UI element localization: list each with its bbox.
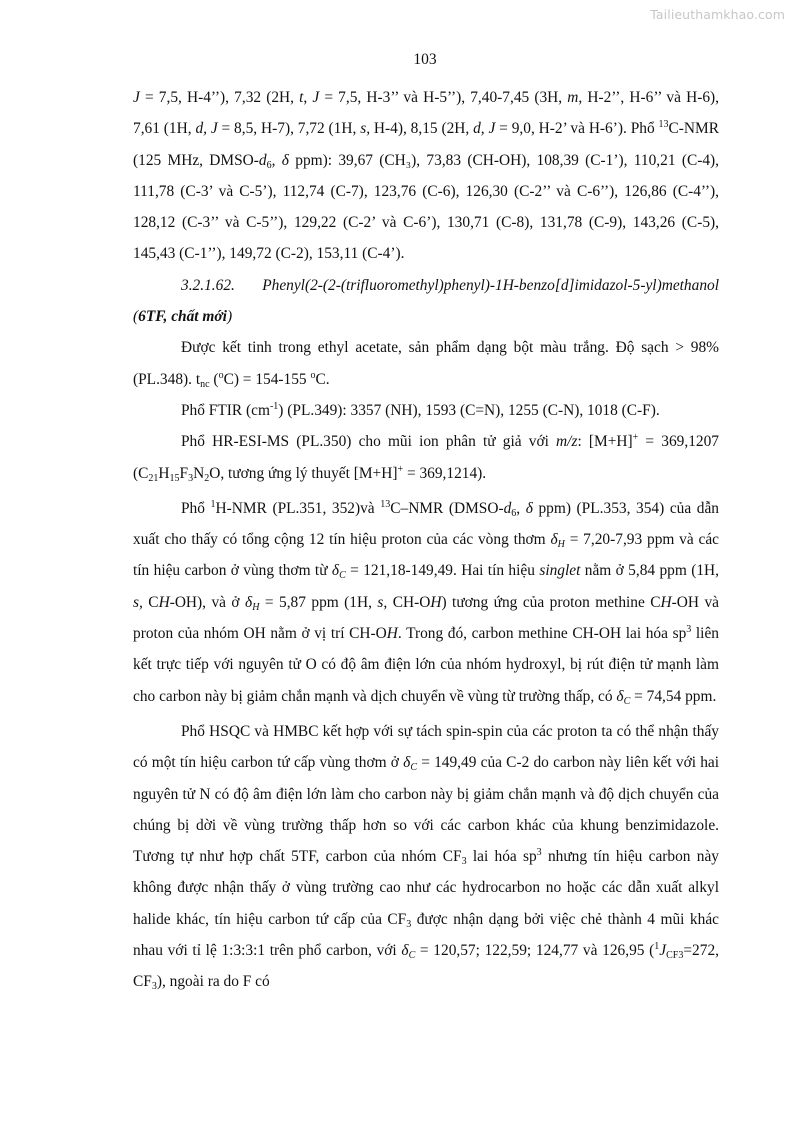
text-run: + xyxy=(397,463,404,475)
text-run: ( xyxy=(209,370,219,388)
text-run: = 5,87 ppm (1H, xyxy=(259,593,378,611)
text-run: 13 xyxy=(658,119,669,131)
text-run: O, tương ứng lý thuyết [M+H] xyxy=(209,464,398,482)
text-run: Phổ xyxy=(181,499,211,517)
text-run: ) (PL.349): 3357 (NH), 1593 (C=N), 1255 (C-N), 1018 (C-F). xyxy=(278,401,660,419)
text-run: J xyxy=(312,89,320,106)
text-run: H xyxy=(158,593,170,611)
text-run: singlet xyxy=(539,562,581,580)
text-run: -OH và proton của nhóm OH nằm ở vị trí CH-O xyxy=(133,593,719,643)
text-run: = 7,5, H-4’’), 7,32 (2H, xyxy=(139,89,300,106)
text-run: = 7,20-7,93 ppm và các tín hiệu carbon ở vùng thơm từ xyxy=(133,531,720,580)
paragraph-p4 xyxy=(133,395,719,426)
text-run: , xyxy=(516,499,526,517)
text-run: ) tương ứng của proton methine C xyxy=(441,593,661,611)
paragraph-p5 xyxy=(133,426,719,489)
text-run: C) = 154-155 xyxy=(223,370,311,388)
text-run: , H-2’’, H-6’’ và H-6), 7,61 (1H, xyxy=(133,89,719,138)
text-run: . Trong đó, carbon methine CH-OH lai hóa sp xyxy=(397,625,687,643)
text-run: H xyxy=(386,625,398,643)
text-run: =272, CF xyxy=(133,942,719,991)
text-run: 3 xyxy=(151,981,157,993)
text-run: d, J xyxy=(195,120,218,138)
text-run: 3 xyxy=(686,624,692,636)
text-run: 6TF, chất mới xyxy=(138,308,227,326)
text-run: C–NMR (DMSO- xyxy=(390,499,504,517)
text-run: s, xyxy=(360,120,371,138)
text-run: H-NMR (PL.351, 352)và xyxy=(215,499,381,517)
text-run: 15 xyxy=(169,472,180,484)
text-run: 3 xyxy=(188,472,194,484)
text-run: δ xyxy=(331,562,340,580)
text-run: H xyxy=(252,601,260,613)
paragraph-p2 xyxy=(133,270,719,333)
text-run: F xyxy=(179,464,189,482)
text-run: Được kết tinh trong ethyl acetate, sản phẩm dạng bột màu trắng. Độ sạch > 98% (PL.348). t xyxy=(133,339,719,388)
text-run: 3 xyxy=(536,847,542,859)
text-run: : [M+H] xyxy=(577,433,633,451)
text-run: δ xyxy=(401,942,409,960)
paragraph-p7 xyxy=(133,716,719,998)
text-run: nc xyxy=(200,378,210,390)
text-run: nhưng tín hiệu carbon này không được nhận thấy ở vùng trường cao như các hydrocarbon no hoặc các dẫn xuất alkyl halide khác, tín hiệu carbon tứ cấp của CF xyxy=(133,848,719,928)
text-run: J xyxy=(659,942,667,960)
text-run: liên kết trực tiếp với nguyên tử O có độ âm điện lớn của nhóm hydroxyl, bị rút điện tử mạnh làm cho carbon này bị giảm chắn mạnh và dịch chuyển về vùng từ trường thấp, có xyxy=(133,625,719,705)
text-run: = 369,1207 (C xyxy=(133,433,720,482)
text-run: , xyxy=(303,89,313,106)
text-run: δ xyxy=(525,499,533,517)
text-run: = 8,5, H-7), 7,72 (1H, xyxy=(217,120,361,138)
paragraph-p3 xyxy=(133,332,719,395)
paragraph-p1 xyxy=(133,82,719,270)
text-run: s, xyxy=(133,593,143,611)
text-run: , xyxy=(271,151,282,169)
text-run: Phổ FTIR (cm xyxy=(181,401,270,419)
text-run: 3 xyxy=(406,918,412,930)
text-run: Phổ HR-ESI-MS (PL.350) cho mũi ion phân tử giả với xyxy=(181,433,557,451)
text-run: ) xyxy=(226,308,233,326)
text-run: = 7,5, H-3’’ và H-5’’), 7,40-7,45 (3H, xyxy=(319,89,568,106)
text-run: m xyxy=(567,89,579,106)
text-run: δ xyxy=(403,754,411,772)
text-run: d, J xyxy=(473,120,496,138)
text-run: δ xyxy=(616,687,624,705)
text-run: C xyxy=(408,950,416,962)
text-run: = 120,57; 122,59; 124,77 và 126,95 ( xyxy=(415,942,655,960)
text-run: = 149,49 của C-2 do carbon này liên kết với hai nguyên tử N có độ âm điện lớn làm cho carbon này bị giảm chắn mạnh và độ dịch chuyển của chúng bị dời về vùng trường thấp hơn so với các carbon khác của khung benzimidazole. Tương tự như hợp chất 5TF, carbon của nhóm CF xyxy=(133,754,719,866)
text-run: = 9,0, H-2’ và H-6’). Phổ xyxy=(495,120,659,138)
text-run: C xyxy=(623,695,631,707)
text-run: H xyxy=(158,464,170,482)
text-run: Phổ HSQC và HMBC kết hợp với sự tách spin-spin của các proton ta có thể nhận thấy có một tín hiệu carbon tứ cấp vùng thơm ở xyxy=(133,722,719,772)
text-run: H-4), 8,15 (2H, xyxy=(370,120,474,138)
text-run: ), ngoài ra do F có xyxy=(156,973,270,991)
text-run: N xyxy=(193,464,205,482)
watermark: Tailieuthamkhao.com xyxy=(650,7,785,22)
text-run: được nhận dạng bởi việc chẻ thành 4 mũi khác nhau với tỉ lệ 1:3:3:1 trên phổ carbon, với xyxy=(133,910,719,960)
paragraph-p6 xyxy=(133,493,719,712)
page-number: 103 xyxy=(413,51,437,68)
text-run: CF3 xyxy=(666,950,684,962)
text-run: δ xyxy=(550,531,558,549)
text-run: δ xyxy=(281,151,289,169)
text-run: δ xyxy=(245,593,253,611)
text-run: C xyxy=(339,570,346,582)
text-run: t xyxy=(299,89,304,106)
text-run: 21 xyxy=(148,472,159,484)
text-run: 6 xyxy=(266,159,272,171)
document-body xyxy=(133,82,719,998)
text-run: nằm ở 5,84 ppm (1H, xyxy=(580,562,720,580)
text-run: -1 xyxy=(269,400,279,412)
text-run: lai hóa sp xyxy=(466,848,537,866)
text-run: 13 xyxy=(380,498,391,510)
text-run: 1 xyxy=(210,498,216,510)
text-run: d xyxy=(503,499,512,517)
text-run: H xyxy=(557,539,565,551)
text-run: -OH), và ở xyxy=(169,593,246,611)
text-run: o xyxy=(218,369,224,381)
text-run: ppm): 39,67 (CH₃), 73,83 (CH-OH), 108,39 (C-1’), 110,21 (C-4), 111,78 (C-3’ và C-5’), 112,74 (C-7), 123,76 (C-6), 126,30 (C-2’’ và C-6’’), 126,86 (C-4’’), 128,12 (C-3’’ và C-5’’), 129,22 (C-2’ và C-6’), 130,71 (C-8), 131,78 (C-9), 143,26 (C-5), 145,43 (C-1’’), 149,72 (C-2), 153,11 (C-4’). xyxy=(133,151,720,263)
text-run: C xyxy=(142,593,159,611)
text-run: C. xyxy=(315,370,330,388)
text-run: 6 xyxy=(511,507,517,519)
text-run: H xyxy=(660,593,672,611)
text-run: 3.2.1.62. Phenyl(2-(2-(trifluoromethyl)phenyl)-1H-benzo[d]imidazol-5-yl)methanol ( xyxy=(133,276,719,326)
text-run: + xyxy=(632,432,639,444)
text-run: = 369,1214). xyxy=(403,464,487,482)
text-run: 3 xyxy=(461,856,467,868)
text-run: J xyxy=(133,89,140,106)
text-run: C xyxy=(410,762,417,774)
text-run: = 121,18-149,49. Hai tín hiệu xyxy=(345,562,540,580)
text-run: m/z xyxy=(556,433,578,451)
text-run: d xyxy=(258,151,267,169)
text-run: C-NMR (125 MHz, DMSO- xyxy=(133,120,719,169)
text-run: 2 xyxy=(204,472,210,484)
text-run: o xyxy=(310,369,316,381)
text-run: s, xyxy=(377,593,388,611)
text-run: = 74,54 ppm. xyxy=(630,687,717,705)
text-run: ppm) (PL.353, 354) của dẫn xuất cho thấy có tổng cộng 12 tín hiệu proton của các vòng thơm xyxy=(133,499,719,549)
text-run: 1 xyxy=(654,941,660,953)
text-run: CH-O xyxy=(387,593,431,611)
text-run: H xyxy=(430,593,442,611)
